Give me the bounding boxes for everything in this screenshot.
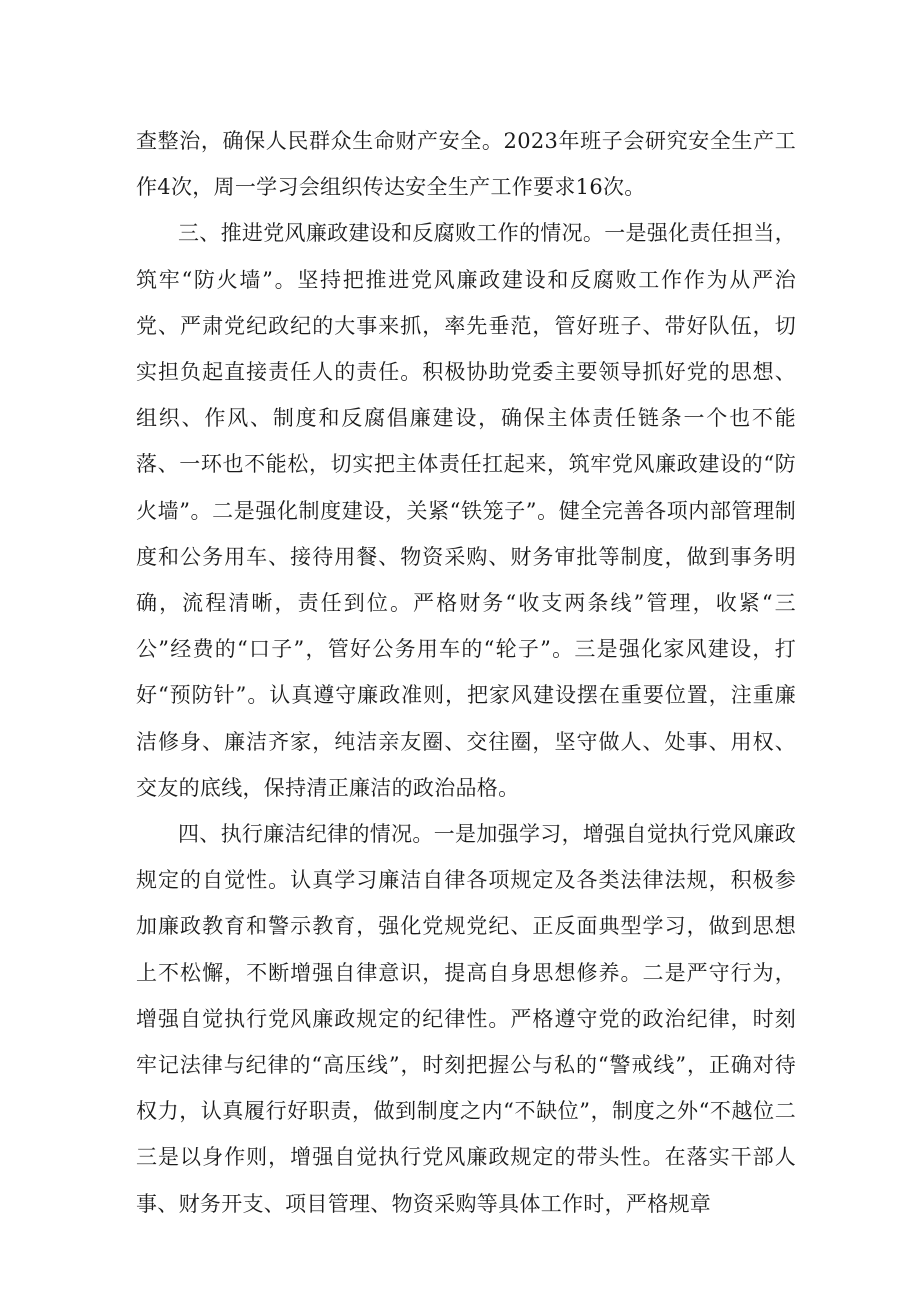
paragraph-anti-corruption: 三、推进党风廉政建设和反腐败工作的情况。一是强化责任担当，筑牢“防火墙”。坚持把推进党风廉政建设和反腐败工作作为从严治党、严肃党纪政纪的大事来抓，率先垂范，管好班子、带好队伍，切实担负起直接责任人的责任。积极协助党委主要领导抓好党的思想、组织、作风、制度和反腐倡廉建设，确保主体责任链条一个也不能落、一环也不能松，切实把主体责任扛起来，筑牢党风廉政建设的“防火墙”。二是强化制度建设，关紧“铁笼子”。健全完善各项内部管理制度和公务用车、接待用餐、物资采购、财务审批等制度，做到事务明确，流程清晰，责任到位。严格财务“收支两条线”管理，收紧“三公”经费的“口子”，管好公务用车的“轮子”。三是强化家风建设，打好“预防针”。认真遵守廉政准则，把家风建设摆在重要位置，注重廉洁修身、廉洁齐家，纯洁亲友圈、交往圈，坚守做人、处事、用权、交友的底线，保持清正廉洁的政治品格。: [136, 221, 796, 800]
paragraph-integrity-discipline: 四、执行廉洁纪律的情况。一是加强学习，增强自觉执行党风廉政规定的自觉性。认真学习廉洁自律各项规定及各类法律法规，积极参加廉政教育和警示教育，强化党规党纪、正反面典型学习，做到思想上不松懈，不断增强自律意识，提高自身思想修养。二是严守行为，增强自觉执行党风廉政规定的纪律性。严格遵守党的政治纪律，时刻牢记法律与纪律的“高压线”，时刻把握公与私的“警戒线”，正确对待权力，认真履行好职责，做到制度之内“不缺位”，制度之外“不越位二三是以身作则，增强自觉执行党风廉政规定的带头性。在落实干部人事、财务开支、项目管理、物资采购等具体工作时，严格规章: [136, 822, 796, 1216]
paragraph-safety-continuation: 查整治，确保人民群众生命财产安全。2023年班子会研究安全生产工作4次，周一学习会组织传达安全生产工作要求16次。: [136, 129, 796, 200]
document-body: [136, 118, 796, 1227]
